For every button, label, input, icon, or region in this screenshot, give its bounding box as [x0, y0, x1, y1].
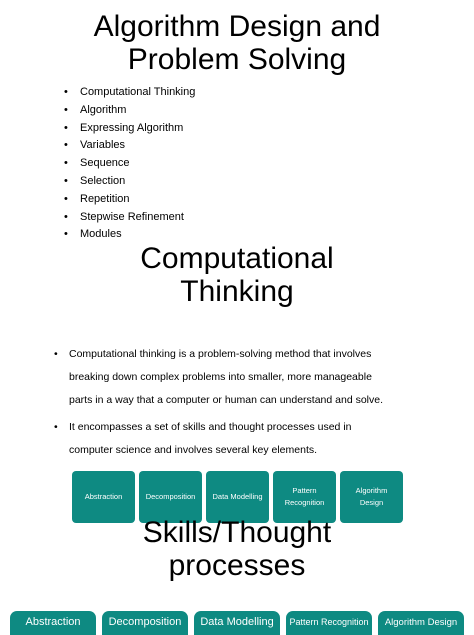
paragraph-bullet — [54, 416, 384, 462]
tile-label-line: Pattern — [292, 486, 317, 495]
list-item: • Modules — [64, 226, 195, 244]
pill-decomposition: Decomposition — [102, 611, 188, 635]
skills-pills — [10, 611, 464, 635]
pill-data-modelling: Data Modelling — [194, 611, 280, 635]
tile-label-line: Design — [359, 498, 384, 507]
tile-label: Decomposition — [145, 492, 196, 501]
tile-label-line: Recognition — [284, 498, 325, 507]
tile-label — [356, 485, 388, 509]
paragraph-bullet — [54, 343, 384, 412]
list-item: • Selection — [64, 173, 195, 191]
title-line: Thinking — [180, 275, 294, 308]
title-line: processes — [168, 549, 306, 582]
slide-title-algorithm-design — [0, 10, 474, 76]
list-item: • Sequence — [64, 155, 195, 173]
pill-abstraction: Abstraction — [10, 611, 96, 635]
pill-algorithm-design: Algorithm Design — [378, 611, 464, 635]
paragraph-computational-thinking — [54, 343, 384, 412]
tile-label — [285, 485, 325, 509]
paragraph-line: Computational thinking is a problem-solving method that involves — [69, 348, 372, 360]
list-item: • Variables — [64, 137, 195, 155]
pill-pattern-recognition: Pattern Recognition — [286, 611, 372, 635]
paragraph-line: parts in a way that a computer or human can understand and solve. — [69, 394, 384, 406]
list-item: • Computational Thinking — [64, 84, 195, 102]
tile-label-line: Algorithm — [355, 486, 388, 495]
paragraph-line: breaking down complex problems into smaller, more manageable — [69, 371, 372, 383]
paragraph-skills — [54, 416, 384, 462]
title-line: Computational — [140, 242, 334, 275]
list-item: • Repetition — [64, 191, 195, 209]
tile-label: Data Modelling — [212, 492, 263, 501]
list-item: • Algorithm — [64, 102, 195, 120]
slide-title-skills-thought-processes — [0, 516, 474, 582]
title-line: Problem Solving — [127, 43, 347, 76]
paragraph-line: computer science and involves several key elements. — [69, 444, 318, 456]
tile-label: Abstraction — [84, 492, 123, 501]
title-line: Skills/Thought — [142, 516, 332, 549]
slide-title-computational-thinking — [0, 242, 474, 308]
list-item: • Expressing Algorithm — [64, 120, 195, 138]
title-line: Algorithm Design and — [93, 10, 381, 43]
paragraph-line: It encompasses a set of skills and thought processes used in — [69, 421, 352, 433]
topics-list — [64, 84, 195, 244]
list-item: • Stepwise Refinement — [64, 209, 195, 227]
